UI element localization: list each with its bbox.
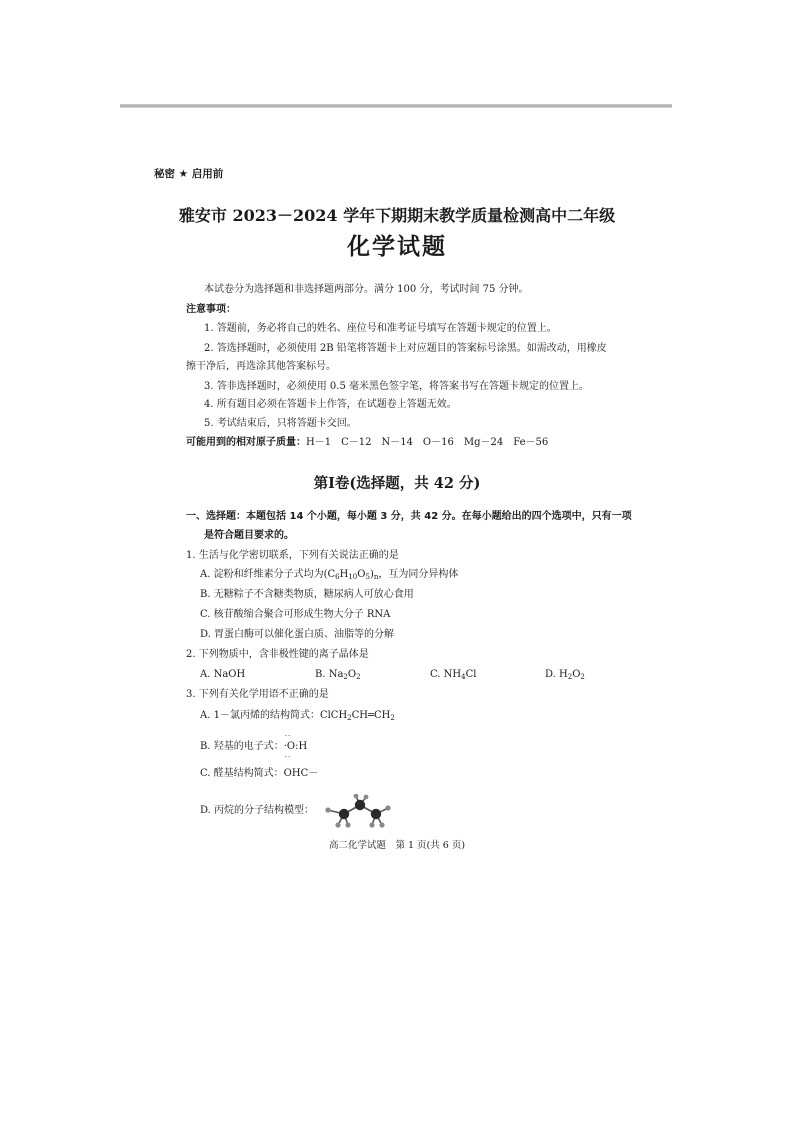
part-intro-line1: 一、选择题：本题包括 14 个小题，每小题 3 分，共 42 分。在每小题给出的四个选项中，只有一项 (186, 511, 632, 522)
note-item: 4. 所有题目必须在答题卡上作答，在试题卷上答题无效。 (204, 399, 457, 410)
question-2-option-b: B. $Na_2O_2$ (315, 669, 361, 681)
atomic-masses (186, 436, 548, 450)
part-intro-line2: 是符合题目要求的。 (204, 530, 294, 541)
question-2-option-c: C. $NH_4Cl$ (430, 669, 477, 681)
question-1-option-a: A. 淀粉和纤维素分子式均为$(C_6H_{10}O_5)_n$，互为同分异构体 (200, 569, 459, 581)
question-1-option-d: D. 胃蛋白酶可以催化蛋白质、油脂等的分解 (200, 629, 395, 640)
page-footer: 高二化学试题 第 1 页(共 6 页) (328, 840, 466, 851)
question-1-option-b: B. 无糖粽子不含糖类物质，糖尿病人可放心食用 (200, 589, 414, 600)
intro-text: 本试卷分为选择题和非选择题两部分。满分 100 分，考试时间 75 分钟。 (204, 284, 529, 295)
question-3-option-d: D. 丙烷的分子结构模型： (200, 805, 315, 816)
note-item: 3. 答非选择题时，必须使用 0.5 毫米黑色签字笔，将答案书写在答题卡规定的位置上。 (204, 381, 589, 392)
notes-heading: 注意事项： (186, 304, 236, 315)
note-item: 5. 考试结束后，只将答题卡交回。 (204, 418, 357, 429)
exam-title: 雅安市 2023－2024 学年下期期末教学质量检测高中二年级 (178, 206, 616, 225)
question-3-stem: 3. 下列有关化学用语不正确的是 (186, 689, 329, 700)
scan-edge-shadow (120, 104, 672, 108)
section-title: 第Ⅰ卷(选择题，共 42 分) (313, 475, 481, 492)
question-3-option-a: A. 1－氯丙烯的结构简式：$ClCH_2CH═CH_2$ (200, 710, 395, 722)
atomic-masses-values: H－1 C－12 N－14 O－16 Mg－24 Fe－56 (306, 437, 549, 448)
note-item: 2. 答选择题时，必须使用 2B 铅笔将答题卡上对应题目的答案标号涂黑。如需改动，用橡皮 (204, 343, 607, 354)
question-1-stem: 1. 生活与化学密切联系，下列有关说法正确的是 (186, 550, 399, 561)
subject-title: 化学试题 (347, 233, 447, 260)
hydroxyl-lewis-structure: ·· ·O ·· (283, 732, 296, 761)
note-item: 擦干净后，再选涂其他答案标号。 (186, 361, 336, 372)
question-3-option-b: B. 羟基的电子式： ·· ·O ·· :H (200, 732, 308, 761)
secret-mark: 秘密 ★ 启用前 (154, 168, 224, 180)
question-1-option-c: C. 核苷酸缩合聚合可形成生物大分子 RNA (200, 609, 391, 620)
question-2-option-a: A. NaOH (200, 669, 246, 680)
question-3-option-c: C. 醛基结构简式：OHC－ (200, 768, 319, 779)
note-item: 1. 答题前，务必将自己的姓名、座位号和准考证号填写在答题卡规定的位置上。 (204, 323, 557, 334)
question-2-stem: 2. 下列物质中，含非极性键的离子晶体是 (186, 649, 369, 660)
propane-ball-stick-model-icon (322, 794, 392, 830)
question-2-option-d: D. $H_2O_2$ (545, 669, 585, 681)
atomic-masses-label: 可能用到的相对原子质量： (186, 437, 306, 448)
